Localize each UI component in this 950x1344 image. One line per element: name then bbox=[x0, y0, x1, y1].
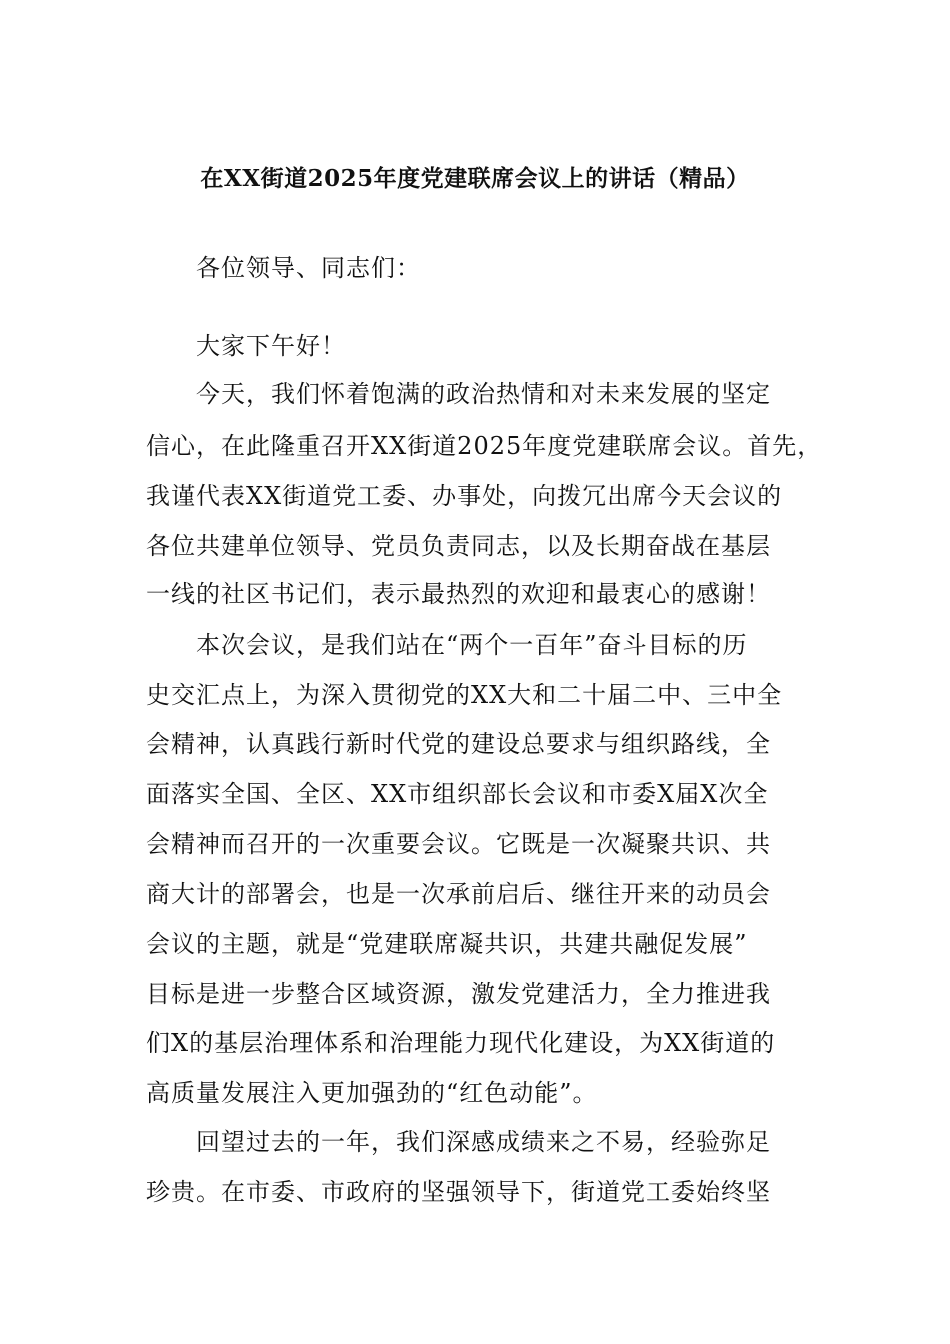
salutation-line: 各位领导、同志们： bbox=[196, 254, 421, 282]
greeting-line: 大家下午好！ bbox=[196, 332, 346, 360]
document-title: 在XX街道2025年度党建联席会议上的讲话（精品） bbox=[200, 165, 750, 192]
paragraph-line: 高质量发展注入更加强劲的“红色动能”。 bbox=[146, 1079, 598, 1107]
paragraph-line: 面落实全国、全区、XX市组织部长会议和市委X届X次全 bbox=[146, 780, 769, 808]
paragraph-line: 会精神，认真践行新时代党的建设总要求与组织路线，全 bbox=[146, 730, 771, 758]
paragraph-line: 们X的基层治理体系和治理能力现代化建设，为XX街道的 bbox=[146, 1029, 776, 1057]
paragraph-line: 今天，我们怀着饱满的政治热情和对未来发展的坚定 bbox=[196, 380, 771, 408]
paragraph-line: 商大计的部署会，也是一次承前启后、继往开来的动员会 bbox=[146, 880, 771, 908]
paragraph-line: 目标是进一步整合区域资源，激发党建活力，全力推进我 bbox=[146, 980, 771, 1008]
paragraph-line: 一线的社区书记们，表示最热烈的欢迎和最衷心的感谢！ bbox=[146, 580, 771, 608]
paragraph-line: 各位共建单位领导、党员负责同志，以及长期奋战在基层 bbox=[146, 532, 771, 560]
paragraph-line: 会精神而召开的一次重要会议。它既是一次凝聚共识、共 bbox=[146, 830, 771, 858]
paragraph-line: 珍贵。在市委、市政府的坚强领导下，街道党工委始终坚 bbox=[146, 1178, 771, 1206]
paragraph-line: 我谨代表XX街道党工委、办事处，向拨冗出席今天会议的 bbox=[146, 482, 783, 510]
paragraph-line: 本次会议，是我们站在“两个一百年”奋斗目标的历 bbox=[196, 631, 748, 659]
paragraph-line: 会议的主题，就是“党建联席凝共识，共建共融促发展” bbox=[146, 930, 748, 958]
paragraph-line: 信心，在此隆重召开XX街道2025年度党建联席会议。首先， bbox=[146, 432, 823, 460]
paragraph-line: 回望过去的一年，我们深感成绩来之不易，经验弥足 bbox=[196, 1128, 771, 1156]
paragraph-line: 史交汇点上，为深入贯彻党的XX大和二十届二中、三中全 bbox=[146, 681, 783, 709]
